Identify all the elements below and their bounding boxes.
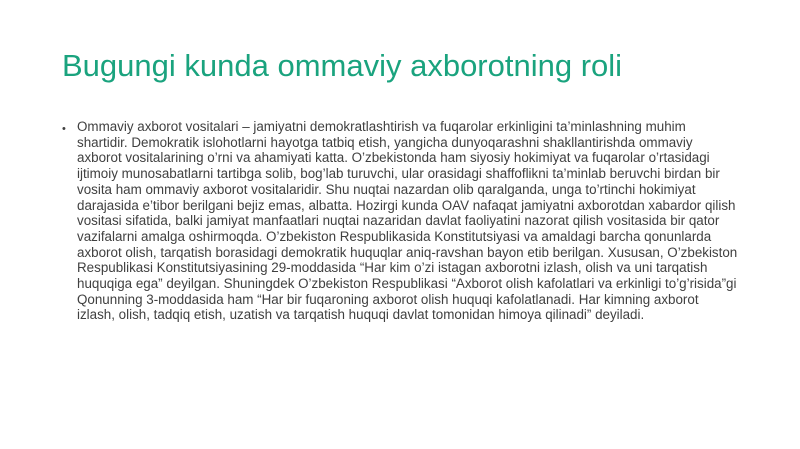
slide-title: Bugungi kunda ommaviy axborotning roli bbox=[62, 48, 623, 83]
bullet-item bbox=[62, 119, 738, 323]
bullet-text: Ommaviy axborot vositalari – jamiyatni demokratlashtirish va fuqarolar erkinligini ta’minlashning muhim shartidir. Demokratik islohotlarni hayotga tatbiq etish, yangicha dunyoqarashni shakllantirishda ommaviy axborot vositalarining o’rni va ahamiyati katta. O’zbekistonda ham siyosiy hokimiyat va fuqarolar o’rtasidagi ijtimoiy munosabatlarni tartibga solib, bog’lab turuvchi, ular orasidagi shaffoflikni ta’minlab beruvchi birdan bir vosita ham ommaviy axborot vositalaridir. Shu nuqtai nazardan olib qaralganda, unga to’rtinchi hokimiyat darajasida e’tibor berilgani bejiz emas, albatta. Hozirgi kunda OAV nafaqat jamiyatni axborotdan xabardor qilish vositasi sifatida, balki jamiyat manfaatlari nuqtai nazaridan davlat faoliyatini nazorat qilish vositasida bir qator vazifalarni amalga oshirmoqda. O’zbekiston Respublikasida Konstitutsiyasi va amaldagi barcha qonunlarda axborot olish, tarqatish borasidagi demokratik huquqlar aniq-ravshan bayon etib berilgan. Xususan, O’zbekiston Respublikasi Konstitutsiyasining 29-moddasida “Har kim o’zi istagan axborotni izlash, olish va uni tarqatish huquqiga ega” deyilgan. Shuningdek O’zbekiston Respublikasi “Axborot olish kafolatlari va erkinligi to’g’risida”gi Qonunning 3-moddasida ham “Har bir fuqaroning axborot olish huquqi kafolatlanadi. Har kimning axborot izlash, olish, tadqiq etish, uzatish va tarqatish huquqi davlat tomonidan himoya qilinadi” deyiladi. bbox=[77, 119, 738, 323]
slide-body bbox=[62, 119, 738, 323]
bullet-marker: • bbox=[62, 123, 66, 135]
